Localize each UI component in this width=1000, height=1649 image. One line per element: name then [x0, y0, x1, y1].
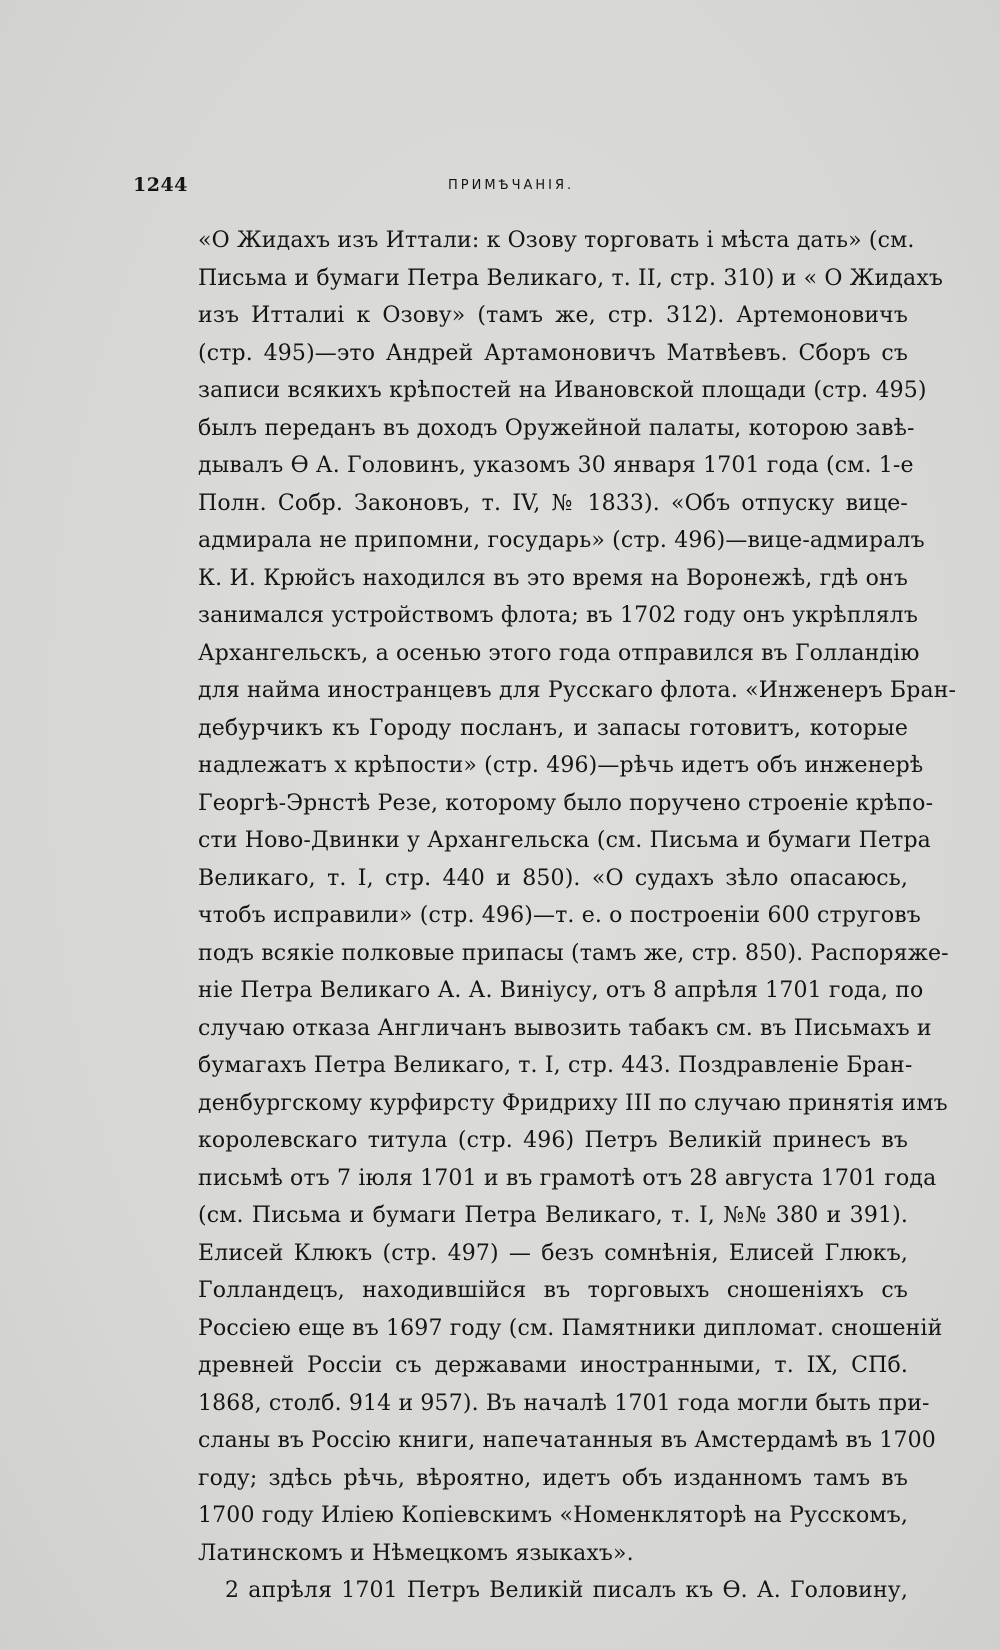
page-header [133, 170, 913, 200]
text-line: бумагахъ Петра Великаго, т. I, стр. 443. Поздравленіе Бран- [198, 1053, 913, 1078]
text-line: 1700 году Иліею Копіевскимъ «Номенкляторѣ на Русскомъ, [198, 1503, 908, 1528]
text-line: (см. Письма и бумаги Петра Великаго, т. I, №№ 380 и 391). [198, 1203, 908, 1228]
page-number: 1244 [133, 174, 188, 196]
text-line: дебурчикъ къ Городу посланъ, и запасы готовитъ, которые [198, 715, 908, 741]
text-line: К. И. Крюйсъ находился въ это время на Воронежѣ, гдѣ онъ [198, 565, 908, 591]
paragraph-1 [198, 222, 957, 1572]
body-text [198, 222, 957, 1610]
text-line: сланы въ Россію книги, напечатанныя въ Амстердамѣ въ 1700 [198, 1428, 936, 1453]
text-line: «О Жидахъ изъ Иттали: к Озову торговать і мѣста дать» (см. [198, 228, 915, 253]
text-line: сти Ново-Двинки у Архангельска (см. Письма и бумаги Петра [198, 828, 931, 853]
text-line: чтобъ исправили» (стр. 496)—т. е. о построеніи 600 струговъ [198, 903, 921, 928]
text-line: занимался устройствомъ флота; въ 1702 году онъ укрѣплялъ [198, 603, 919, 628]
text-line: 1868, столб. 914 и 957). Въ началѣ 1701 года могли быть при- [198, 1390, 930, 1416]
text-line: Георгѣ-Эрнстѣ Резе, которому было поручено строеніе крѣпо- [198, 790, 934, 816]
text-line: письмѣ отъ 7 іюля 1701 и въ грамотѣ отъ 28 августа 1701 года [198, 1165, 937, 1191]
text-line: ніе Петра Великаго А. А. Виніусу, отъ 8 апрѣля 1701 года, по [198, 978, 924, 1003]
text-line: году; здѣсь рѣчь, вѣроятно, идетъ объ изданномъ тамъ въ [198, 1465, 908, 1491]
text-line: Письма и бумаги Петра Великаго, т. II, стр. 310) и « О Жидахъ [198, 265, 944, 291]
text-line: адмирала не припомни, государь» (стр. 496)—вице-адмиралъ [198, 528, 925, 553]
text-line: записи всякихъ крѣпостей на Ивановской площади (стр. 495) [198, 378, 927, 403]
text-line: королевскаго титула (стр. 496) Петръ Великій принесъ въ [198, 1128, 908, 1153]
text-line: денбургскому курфирсту Фридриху III по случаю принятія имъ [198, 1090, 948, 1116]
text-line: для найма иностранцевъ для Русскаго флота. «Инженеръ Бран- [198, 678, 957, 703]
text-line: Полн. Собр. Законовъ, т. IV, № 1833). «Объ отпуску вице- [198, 490, 908, 516]
text-line: подъ всякіе полковые припасы (тамъ же, стр. 850). Распоряже- [198, 940, 949, 966]
running-head: ПРИМѢЧАНІЯ. [448, 178, 575, 193]
text-line: дывалъ Ѳ А. Головинъ, указомъ 30 января 1701 года (см. 1-е [198, 453, 914, 478]
text-line: (стр. 495)—это Андрей Артамоновичъ Матвѣевъ. Сборъ съ [198, 340, 908, 366]
text-line: изъ Итталиі к Озову» (тамъ же, стр. 312). Артемоновичъ [198, 303, 908, 328]
text-line: 2 апрѣля 1701 Петръ Великій писалъ къ Ѳ. А. Головину, [225, 1578, 908, 1603]
text-line: Латинскомъ и Нѣмецкомъ языкахъ». [198, 1540, 634, 1566]
text-line: Россіею еще въ 1697 году (см. Памятники дипломат. сношеній [198, 1315, 943, 1341]
text-line: былъ переданъ въ доходъ Оружейной палаты, которою завѣ- [198, 415, 915, 441]
text-line: Голландецъ, находившійся въ торговыхъ сношеніяхъ съ [198, 1278, 908, 1303]
text-line: надлежатъ х крѣпости» (стр. 496)—рѣчь идетъ объ инженерѣ [198, 753, 924, 778]
paragraph-2 [198, 1572, 908, 1610]
text-line: Елисей Клюкъ (стр. 497) — безъ сомнѣнія, Елисей Глюкъ, [198, 1240, 908, 1266]
text-line: случаю отказа Англичанъ вывозить табакъ см. въ Письмахъ и [198, 1015, 932, 1041]
text-line: Великаго, т. I, стр. 440 и 850). «О судахъ зѣло опасаюсь, [198, 865, 908, 891]
text-line: Архангельскъ, а осенью этого года отправился въ Голландію [198, 640, 920, 666]
text-line: древней Россіи съ державами иностранными, т. IX, СПб. [198, 1353, 908, 1378]
